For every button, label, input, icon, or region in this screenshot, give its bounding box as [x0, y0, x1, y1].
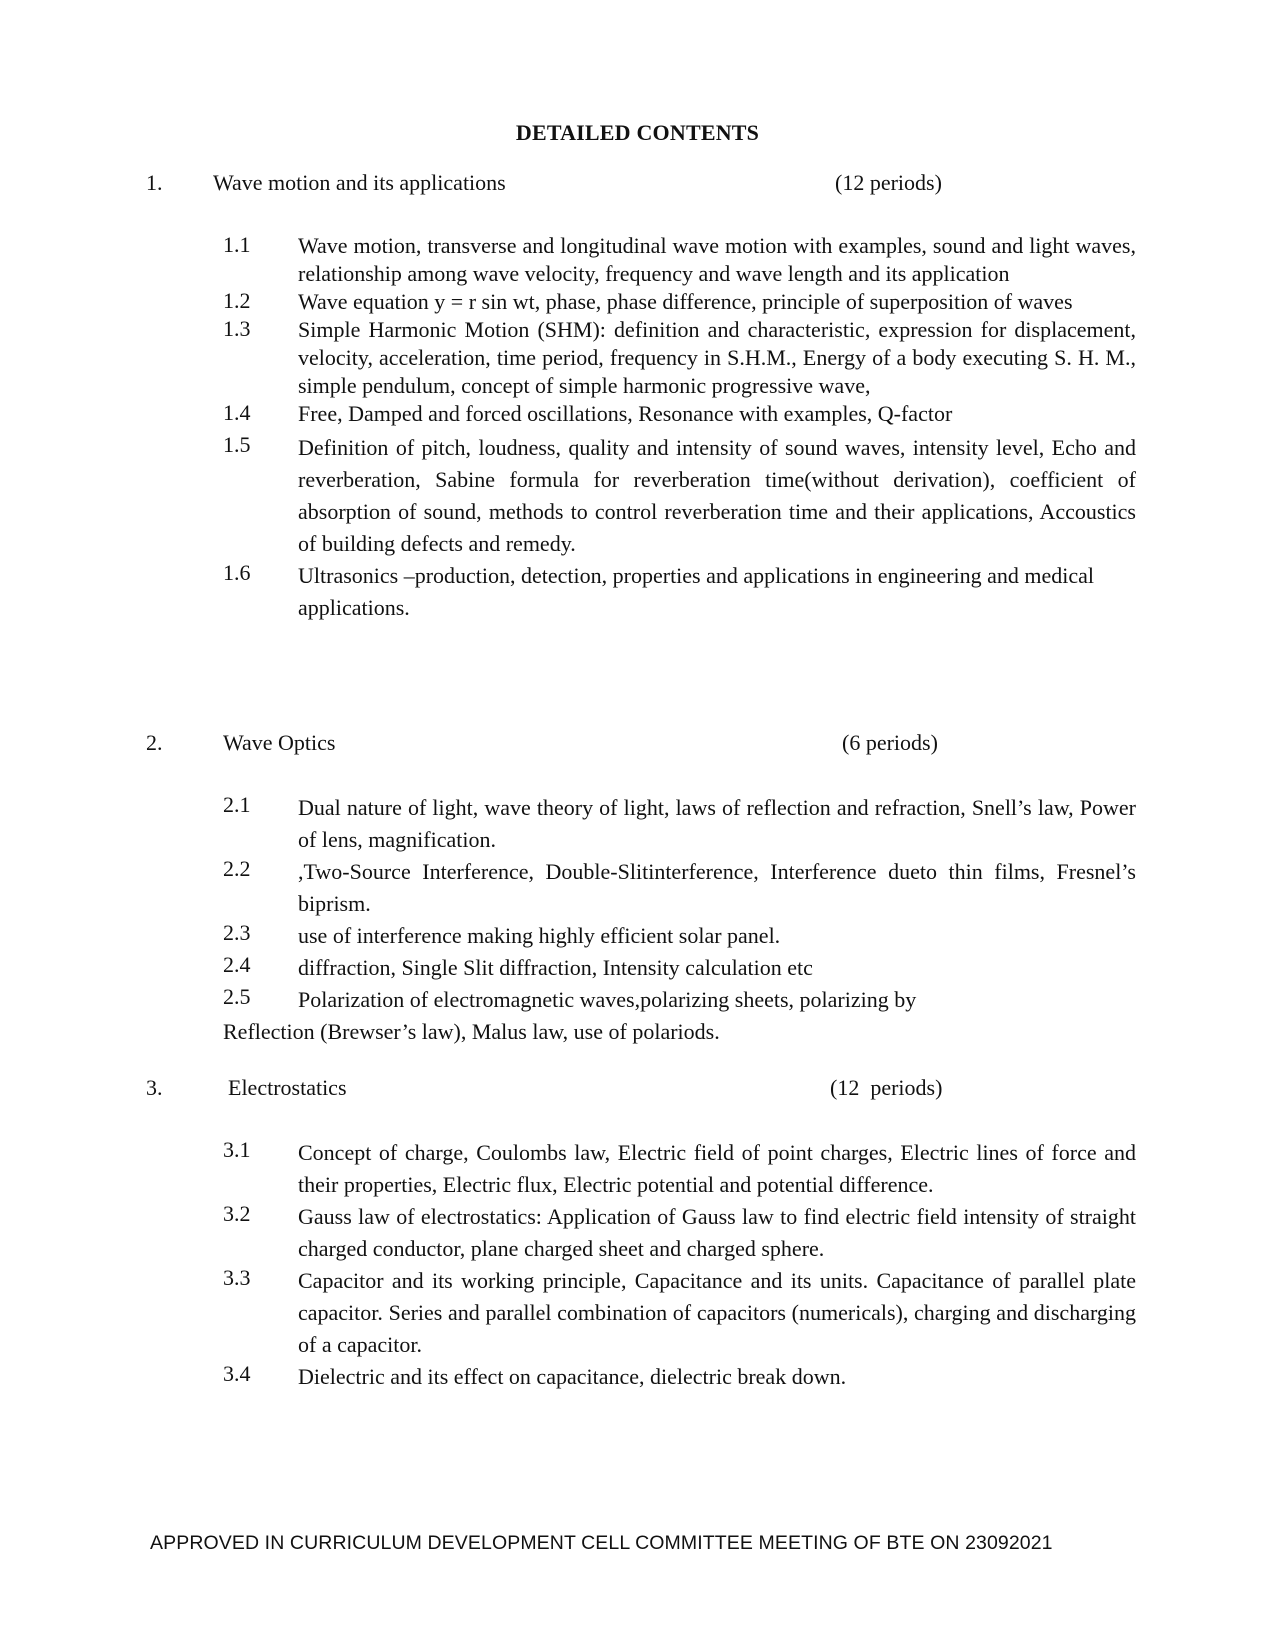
list-item [0, 1137, 1275, 1201]
item-number: 1.1 [223, 232, 251, 257]
item-text: Ultrasonics –production, detection, properties and applications in engineering and medical applications. [298, 563, 1095, 620]
item-text: Dual nature of light, wave theory of light, laws of reflection and refraction, Snell’s law, Power of lens, magnification. [298, 795, 1136, 852]
item-number: 1.2 [223, 288, 251, 313]
item-number: 1.5 [223, 432, 251, 457]
section-1 [0, 170, 1275, 624]
item-number: 2.2 [223, 856, 251, 881]
item-continuation: Reflection (Brewser’s law), Malus law, use of polariods. [223, 1019, 720, 1044]
section-items [0, 1137, 1275, 1393]
item-text: ,Two-Source Interference, Double-Slitinterference, Interference dueto thin films, Fresnel’s biprism. [298, 859, 1136, 916]
section-heading [0, 1075, 1275, 1105]
section-2 [0, 730, 1275, 1049]
item-text: Definition of pitch, loudness, quality and intensity of sound waves, intensity level, Echo and reverberation, Sabine formula for reverberation time(without derivation), coefficient of absorption of sound, methods to control reverberation time and their applications, Accoustics of building defects and remedy. [298, 435, 1136, 556]
item-number: 2.3 [223, 920, 251, 945]
section-3 [0, 1075, 1275, 1393]
item-text: diffraction, Single Slit diffraction, Intensity calculation etc [298, 955, 813, 980]
item-text: Simple Harmonic Motion (SHM): definition and characteristic, expression for displacement, velocity, acceleration, time period, frequency in S.H.M., Energy of a body executing S. H. M., simple pendulum, concept of simple harmonic progressive wave, [298, 317, 1136, 398]
list-item [0, 232, 1275, 288]
item-text: Wave equation y = r sin wt, phase, phase difference, principle of superposition of waves [298, 289, 1073, 314]
list-item [0, 1201, 1275, 1265]
item-number: 3.2 [223, 1201, 251, 1226]
item-number: 2.5 [223, 984, 251, 1009]
list-item [0, 1265, 1275, 1361]
item-number: 3.3 [223, 1265, 251, 1290]
section-heading [0, 730, 1275, 760]
item-text: Capacitor and its working principle, Capacitance and its units. Capacitance of parallel plate capacitor. Series and parallel combination of capacitors (numericals), charging and discharging of a capacitor. [298, 1268, 1136, 1357]
section-title: Wave Optics [223, 730, 336, 755]
item-text: use of interference making highly efficient solar panel. [298, 923, 781, 948]
list-item [0, 984, 1275, 1016]
section-items [0, 792, 1275, 1049]
section-heading [0, 170, 1275, 200]
list-item [0, 920, 1275, 952]
section-periods: (12 periods) [830, 1075, 943, 1100]
list-item [0, 400, 1275, 428]
section-periods: (12 periods) [835, 170, 942, 195]
section-title: Wave motion and its applications [213, 170, 506, 195]
list-item [0, 432, 1275, 560]
item-number: 3.4 [223, 1361, 251, 1386]
section-number: 1. [146, 170, 163, 195]
item-text: Wave motion, transverse and longitudinal wave motion with examples, sound and light waves, relationship among wave velocity, frequency and wave length and its application [298, 233, 1136, 286]
item-text: Polarization of electromagnetic waves,polarizing sheets, polarizing by [298, 987, 917, 1012]
item-text: Concept of charge, Coulombs law, Electric field of point charges, Electric lines of force and their properties, Electric flux, Electric potential and potential difference. [298, 1140, 1136, 1197]
item-number: 2.1 [223, 792, 251, 817]
section-number: 2. [146, 730, 163, 755]
footer-approval-note: APPROVED IN CURRICULUM DEVELOPMENT CELL COMMITTEE MEETING OF BTE ON 23092021 [150, 1532, 1053, 1554]
section-periods: (6 periods) [842, 730, 938, 755]
list-item [0, 792, 1275, 856]
item-text: Gauss law of electrostatics: Application of Gauss law to find electric field intensity of straight charged conductor, plane charged sheet and charged sphere. [298, 1204, 1136, 1261]
list-item [0, 288, 1275, 316]
item-number: 1.6 [223, 560, 251, 585]
item-number: 2.4 [223, 952, 251, 977]
section-title: Electrostatics [228, 1075, 347, 1100]
list-item [0, 316, 1275, 400]
section-items [0, 232, 1275, 624]
list-item [0, 952, 1275, 984]
list-item [0, 560, 1275, 624]
page-title: DETAILED CONTENTS [515, 120, 760, 145]
list-item [0, 856, 1275, 920]
section-number: 3. [146, 1075, 163, 1100]
item-number: 1.4 [223, 400, 251, 425]
item-number: 1.3 [223, 316, 251, 341]
item-text: Free, Damped and forced oscillations, Resonance with examples, Q-factor [298, 401, 953, 426]
list-item [0, 1361, 1275, 1393]
item-text: Dielectric and its effect on capacitance, dielectric break down. [298, 1364, 847, 1389]
item-number: 3.1 [223, 1137, 251, 1162]
